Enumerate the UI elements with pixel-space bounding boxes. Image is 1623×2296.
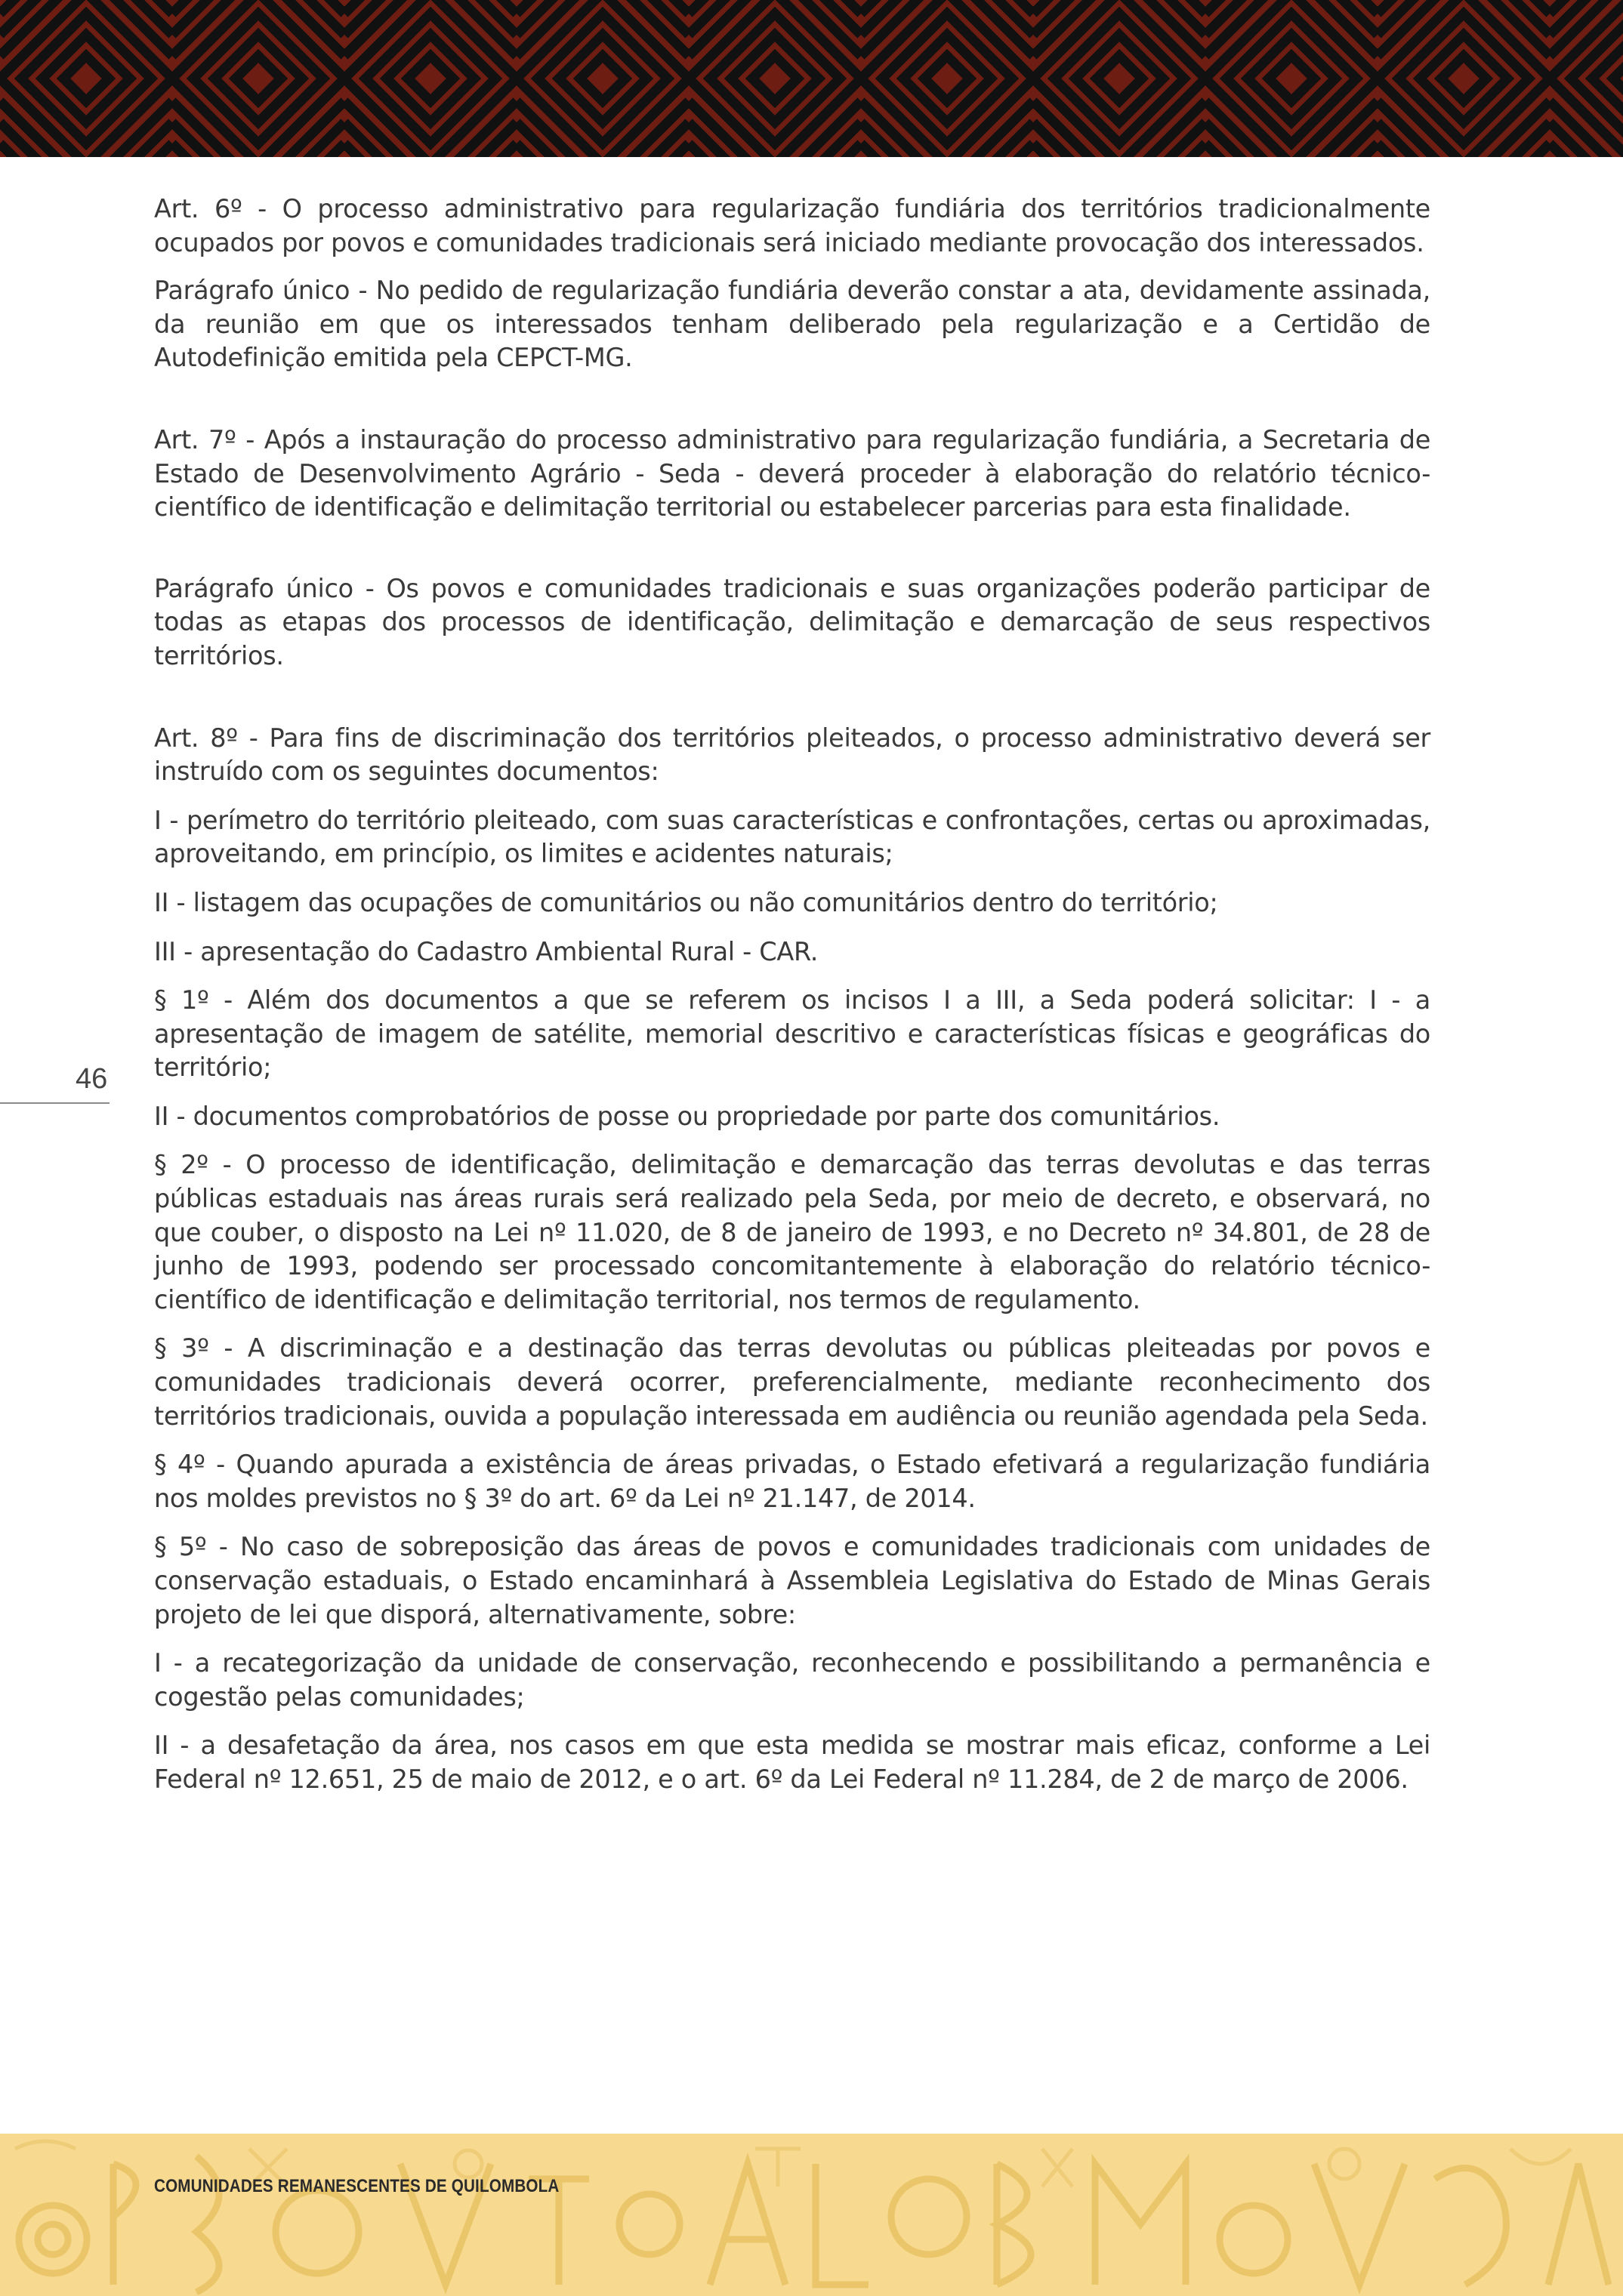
footer-band — [0, 2134, 1623, 2296]
decorative-glyphs-icon — [0, 2134, 1623, 2296]
paragraph-section-3: § 3º - A discriminação e a destinação das terras devolutas ou públicas pleiteadas por povos e comunidades tradicionais deverá ocorrer, preferencialmente, mediante reconhecimento dos territórios tradicionais, ouvida a população interessada em audiência ou reunião agendada pela Seda. — [154, 1333, 1430, 1431]
paragraph-art6: Art. 6º - O processo administrativo para regularização fundiária dos territórios tradicionalmente ocupados por povos e comunidades tradicionais será iniciado mediante provocação dos interessados. — [154, 194, 1430, 257]
paragraph-art8-item-1: I - perímetro do território pleiteado, com suas características e confrontações, certas ou aproximadas, aproveitando, em princípio, os limites e acidentes naturais; — [154, 805, 1430, 869]
paragraph-section-4: § 4º - Quando apurada a existência de áreas privadas, o Estado efetivará a regularização fundiária nos moldes previstos no § 3º do art. 6º da Lei nº 21.147, de 2014. — [154, 1450, 1430, 1513]
page-number-divider — [0, 1102, 110, 1104]
paragraph-section-5-item-2: II - a desafetação da área, nos casos em que esta medida se mostrar mais eficaz, conforme a Lei Federal nº 12.651, 25 de maio de 2012, e o art. 6º da Lei Federal nº 11.284, de 2 de março de 2006. — [154, 1730, 1430, 1794]
paragraph-section-5-item-1: I - a recategorização da unidade de conservação, reconhecendo e possibilitando a permanência e cogestão pelas comunidades; — [154, 1648, 1430, 1712]
document-body — [154, 193, 1430, 1797]
paragraph-section-5: § 5º - No caso de sobreposição das áreas de povos e comunidades tradicionais com unidades de conservação estaduais, o Estado encaminhará à Assembleia Legislativa do Estado de Minas Gerais projeto de lei que disporá, alternativamente, sobre: — [154, 1532, 1430, 1629]
paragraph-art7-single: Parágrafo único - Os povos e comunidades tradicionais e suas organizações poderão participar de todas as etapas dos processos de identificação, delimitação e demarcação de seus respectivos territórios. — [154, 573, 1430, 670]
paragraph-art8-item-3: III - apresentação do Cadastro Ambiental Rural - CAR. — [154, 936, 819, 966]
header-pattern-band — [0, 0, 1623, 157]
page-number: 46 — [76, 1063, 108, 1095]
paragraph-art7: Art. 7º - Após a instauração do processo administrativo para regularização fundiária, a Secretaria de Estado de Desenvolvimento Agrário - Seda - deverá proceder à elaboração do relatório técnico-científico de identificação e delimitação territorial ou estabelecer parcerias para esta finalidade. — [154, 424, 1430, 522]
paragraph-section-1: § 1º - Além dos documentos a que se referem os incisos I a III, a Seda poderá solicitar: I - a apresentação de imagem de satélite, memorial descritivo e características físicas e geográficas do território; — [154, 985, 1430, 1083]
geometric-pattern-icon — [0, 0, 1623, 157]
footer-title: COMUNIDADES REMANESCENTES DE QUILOMBOLA — [154, 2176, 560, 2196]
paragraph-art8: Art. 8º - Para fins de discriminação dos territórios pleiteados, o processo administrativo deverá ser instruído com os seguintes documentos: — [154, 723, 1430, 787]
paragraph-art6-single: Parágrafo único - No pedido de regularização fundiária deverão constar a ata, devidamente assinada, da reunião em que os interessados tenham deliberado pela regularização e a Certidão de Autodefinição emitida pela CEPCT-MG. — [154, 276, 1430, 373]
paragraph-section-1-item-2: II - documentos comprobatórios de posse ou propriedade por parte dos comunitários. — [154, 1101, 1220, 1131]
paragraph-art8-item-2: II - listagem das ocupações de comunitários ou não comunitários dentro do território; — [154, 887, 1218, 917]
paragraph-section-2: § 2º - O processo de identificação, delimitação e demarcação das terras devolutas e das terras públicas estaduais nas áreas rurais será realizado pela Seda, por meio de decreto, e observará, no que couber, o disposto na Lei nº 11.020, de 8 de janeiro de 1993, e no Decreto nº 34.801, de 28 de junho de 1993, podendo ser processado concomitantemente à elaboração do relatório técnico-científico de identificação e delimitação territorial, nos termos de regulamento. — [154, 1150, 1430, 1314]
